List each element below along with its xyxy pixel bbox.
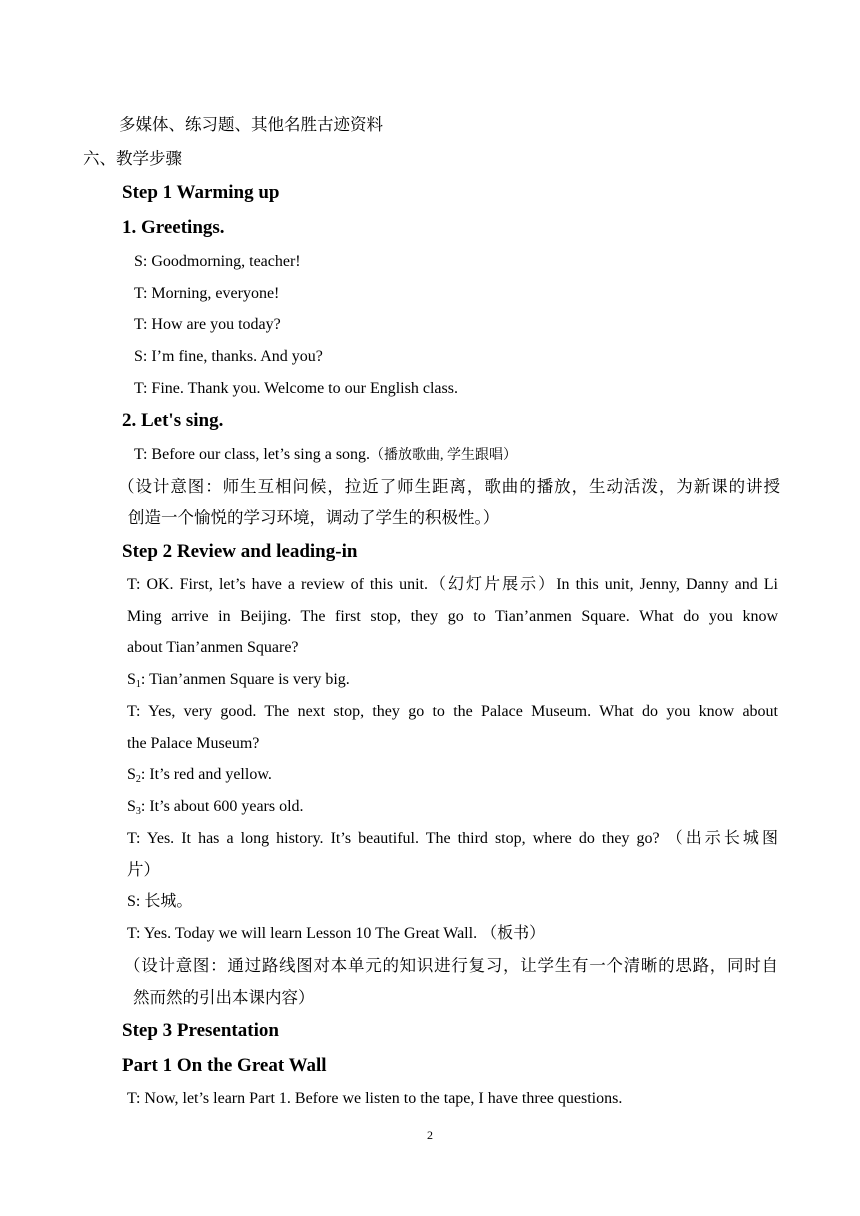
speaker-label: S — [127, 671, 136, 688]
dialog-line: S: Goodmorning, teacher! — [134, 253, 301, 270]
speaker-subscript: 1 — [135, 679, 141, 690]
sing-heading: 2. Let's sing. — [122, 410, 224, 431]
greetings-heading: 1. Greetings. — [122, 217, 225, 238]
sing-line — [134, 445, 517, 466]
speaker-label: S — [127, 766, 136, 783]
review-line: about Tian’anmen Square? — [127, 639, 299, 656]
design-note-line: 创造一个愉悦的学习环境，调动了学生的积极性。） — [128, 508, 500, 527]
student-answer: S: 长城。 — [127, 893, 193, 910]
materials-line: 多媒体、练习题、其他名胜古迹资料 — [119, 115, 383, 134]
answer-text: : It’s about 600 years old. — [140, 798, 304, 815]
palace-line: the Palace Museum? — [127, 735, 260, 752]
step1-heading: Step 1 Warming up — [122, 182, 280, 203]
dialog-line: T: How are you today? — [134, 316, 281, 333]
part1-line: T: Now, let’s learn Part 1. Before we listen to the tape, I have three questions. — [127, 1090, 623, 1107]
step2-heading: Step 2 Review and leading-in — [122, 541, 358, 562]
design-note-line: （设计意图：师生互相问候，拉近了师生距离，歌曲的播放，生动活泼，为新课的讲授 — [118, 477, 780, 496]
section-heading: 六、教学步骤 — [83, 149, 182, 168]
part1-heading: Part 1 On the Great Wall — [122, 1055, 327, 1076]
step3-heading: Step 3 Presentation — [122, 1020, 279, 1041]
student-answer — [127, 765, 272, 785]
speaker-subscript: 3 — [135, 806, 141, 817]
dialog-line: T: Morning, everyone! — [134, 285, 280, 302]
lesson-line: T: Yes. Today we will learn Lesson 10 The Great Wall. （板书） — [127, 925, 546, 942]
history-line: 片） — [127, 860, 160, 879]
answer-text: : Tian’anmen Square is very big. — [140, 671, 350, 688]
speaker-subscript: 2 — [135, 774, 141, 785]
review-line: T: OK. First, let’s have a review of this unit.（幻灯片展示）In this unit, Jenny, Danny and Li — [127, 576, 778, 593]
dialog-line: T: Fine. Thank you. Welcome to our English class. — [134, 380, 458, 397]
design-note-line: 然而然的引出本课内容） — [133, 988, 315, 1007]
page-number: 2 — [427, 1128, 433, 1142]
student-answer — [127, 797, 304, 817]
student-answer — [127, 670, 350, 690]
sing-text: T: Before our class, let’s sing a song. — [134, 446, 371, 463]
design-note-line: （设计意图：通过路线图对本单元的知识进行复习，让学生有一个清晰的思路，同时自 — [124, 956, 778, 975]
sing-note: （播放歌曲, 学生跟唱） — [370, 448, 518, 463]
answer-text: : It’s red and yellow. — [140, 766, 272, 783]
history-line: T: Yes. It has a long history. It’s beautiful. The third stop, where do they go? （出示长城图 — [127, 830, 778, 847]
palace-line: T: Yes, very good. The next stop, they go to the Palace Museum. What do you know about — [127, 703, 778, 720]
dialog-line: S: I’m fine, thanks. And you? — [134, 348, 323, 365]
speaker-label: S — [127, 798, 136, 815]
review-line: Ming arrive in Beijing. The first stop, they go to Tian’anmen Square. What do you know — [127, 608, 778, 625]
